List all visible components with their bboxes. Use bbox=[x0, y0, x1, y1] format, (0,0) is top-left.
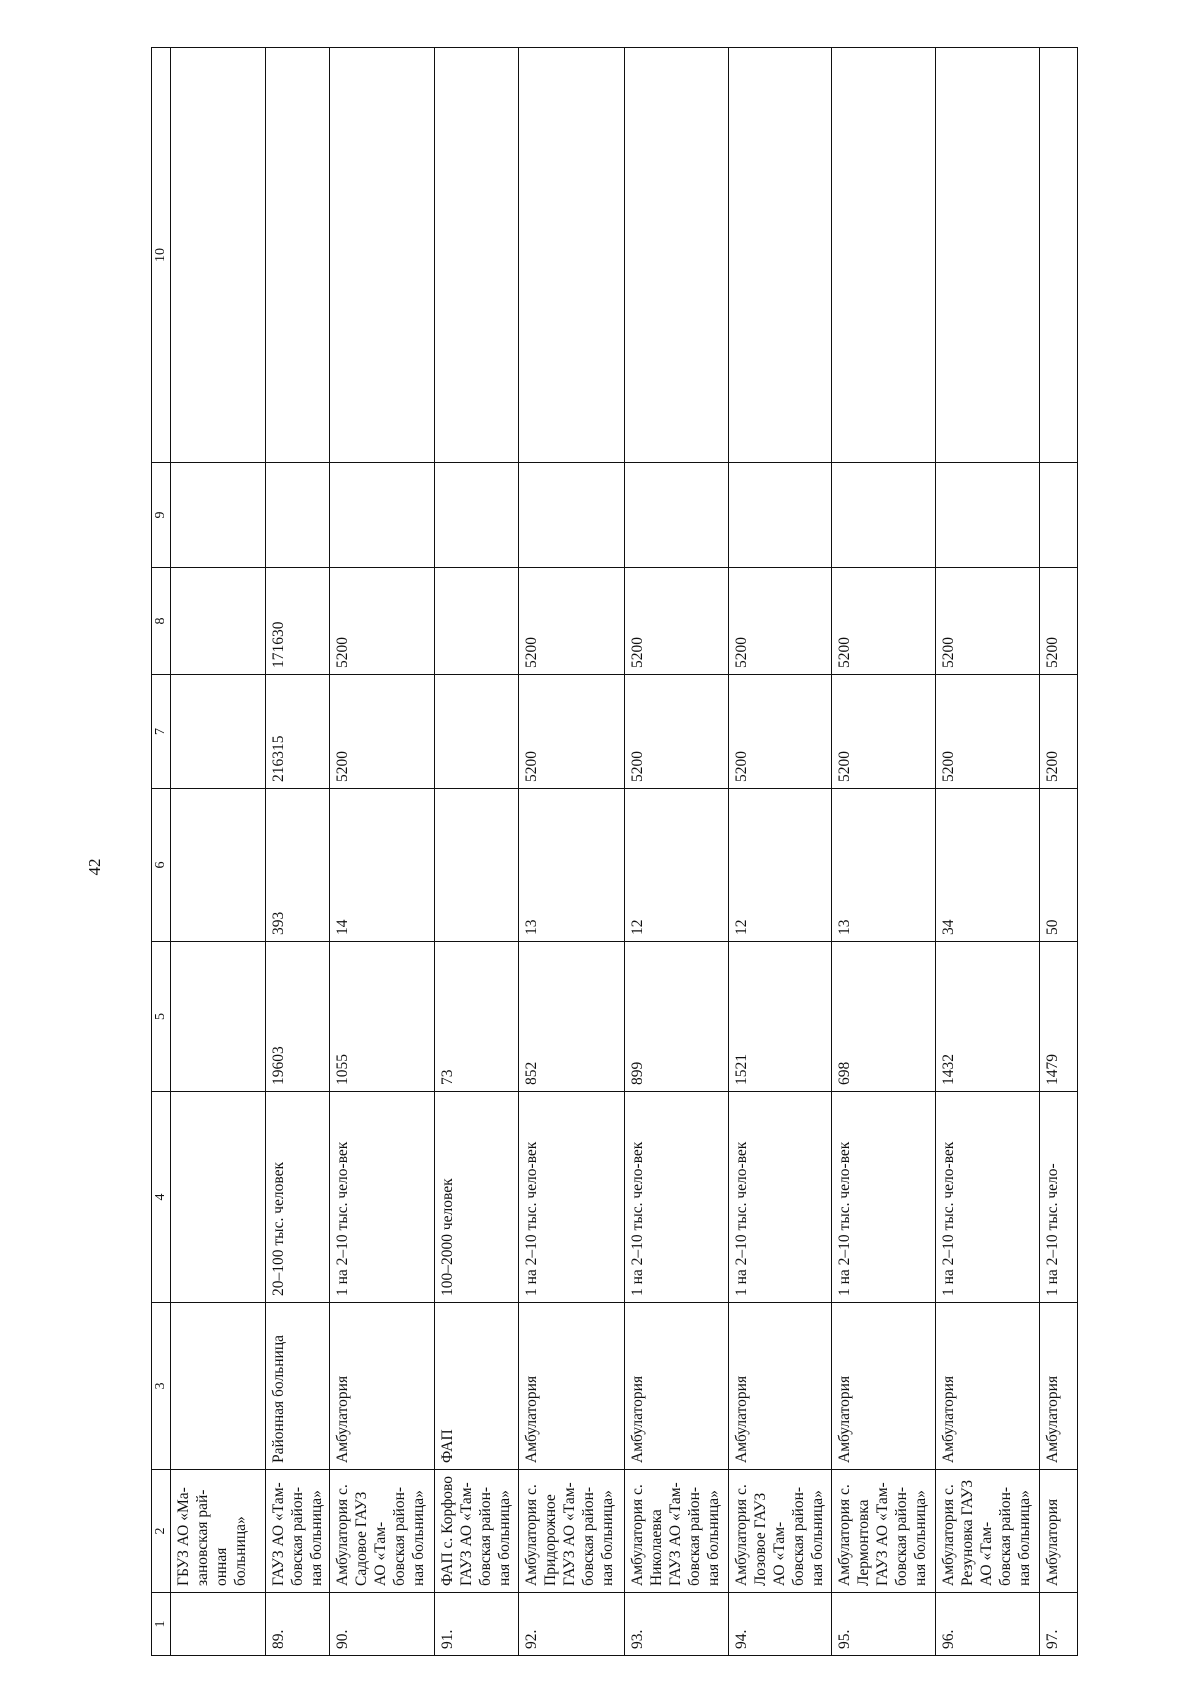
table-row bbox=[729, 48, 832, 1656]
row-number-cell bbox=[171, 1593, 266, 1656]
col-7-cell: 5200 bbox=[330, 675, 435, 789]
col-9-cell bbox=[1040, 463, 1078, 568]
table-row bbox=[330, 48, 435, 1656]
column-header-6: 6 bbox=[152, 789, 171, 942]
col-10-cell bbox=[330, 48, 435, 463]
column-header-5: 5 bbox=[152, 942, 171, 1092]
column-header-1: 1 bbox=[152, 1593, 171, 1656]
page-number: 42 bbox=[85, 858, 104, 876]
facility-name-cell: Амбулатория с. Лермонтовка ГАУЗ АО «Там-бовская район-ная больница» bbox=[832, 1470, 936, 1593]
col-10-cell bbox=[729, 48, 832, 463]
col-6-cell: 13 bbox=[519, 789, 625, 942]
service-norm-cell: 1 на 2–10 тыс. чело-век bbox=[330, 1092, 435, 1303]
col-10-cell bbox=[266, 48, 330, 463]
column-header-2: 2 bbox=[152, 1470, 171, 1593]
row-number-cell: 89. bbox=[266, 1593, 330, 1656]
col-6-cell bbox=[435, 789, 519, 942]
column-header-7: 7 bbox=[152, 675, 171, 789]
service-norm-cell: 100–2000 человек bbox=[435, 1092, 519, 1303]
population-cell: 899 bbox=[625, 942, 729, 1092]
col-7-cell: 216315 bbox=[266, 675, 330, 789]
row-number-cell: 92. bbox=[519, 1593, 625, 1656]
population-cell: 19603 bbox=[266, 942, 330, 1092]
table-row bbox=[625, 48, 729, 1656]
service-norm-cell: 1 на 2–10 тыс. чело-век bbox=[729, 1092, 832, 1303]
col-6-cell: 50 bbox=[1040, 789, 1078, 942]
col-8-cell: 5200 bbox=[832, 568, 936, 675]
population-cell: 1432 bbox=[936, 942, 1040, 1092]
col-8-cell bbox=[435, 568, 519, 675]
col-9-cell bbox=[625, 463, 729, 568]
col-8-cell: 5200 bbox=[625, 568, 729, 675]
col-10-cell bbox=[936, 48, 1040, 463]
col-10-cell bbox=[435, 48, 519, 463]
population-cell: 1521 bbox=[729, 942, 832, 1092]
col-6-cell: 393 bbox=[266, 789, 330, 942]
facility-type-cell: Районная больница bbox=[266, 1303, 330, 1470]
col-7-cell: 5200 bbox=[625, 675, 729, 789]
column-header-4: 4 bbox=[152, 1092, 171, 1303]
col-6-cell: 13 bbox=[832, 789, 936, 942]
facility-name-cell: Амбулатория с. Придорожное ГАУЗ АО «Там-бовская район-ная больница» bbox=[519, 1470, 625, 1593]
col-6-cell: 12 bbox=[729, 789, 832, 942]
col-7-cell: 5200 bbox=[832, 675, 936, 789]
population-cell bbox=[171, 942, 266, 1092]
row-number-cell: 93. bbox=[625, 1593, 729, 1656]
row-number-cell: 91. bbox=[435, 1593, 519, 1656]
facility-name-cell: Амбулатория с. Резуновка ГАУЗ АО «Там-бовская район-ная больница» bbox=[936, 1470, 1040, 1593]
facility-type-cell: Амбулатория bbox=[729, 1303, 832, 1470]
col-10-cell bbox=[171, 48, 266, 463]
col-8-cell: 5200 bbox=[1040, 568, 1078, 675]
population-cell: 1055 bbox=[330, 942, 435, 1092]
table-row bbox=[171, 48, 266, 1656]
table-row bbox=[519, 48, 625, 1656]
col-7-cell: 5200 bbox=[1040, 675, 1078, 789]
col-8-cell: 5200 bbox=[330, 568, 435, 675]
facility-type-cell bbox=[171, 1303, 266, 1470]
facility-name-cell: Амбулатория с. Николаевка ГАУЗ АО «Там-бовская район-ная больница» bbox=[625, 1470, 729, 1593]
col-7-cell: 5200 bbox=[519, 675, 625, 789]
population-cell: 73 bbox=[435, 942, 519, 1092]
row-number-cell: 96. bbox=[936, 1593, 1040, 1656]
service-norm-cell: 1 на 2–10 тыс. чело-век bbox=[519, 1092, 625, 1303]
col-9-cell bbox=[832, 463, 936, 568]
facility-name-cell: ГАУЗ АО «Там-бовская район-ная больница» bbox=[266, 1470, 330, 1593]
table-row bbox=[435, 48, 519, 1656]
col-6-cell bbox=[171, 789, 266, 942]
rotated-table-wrapper bbox=[151, 48, 1128, 1656]
col-10-cell bbox=[1040, 48, 1078, 463]
facility-name-cell: Амбулатория bbox=[1040, 1470, 1078, 1593]
service-norm-cell bbox=[171, 1092, 266, 1303]
col-8-cell: 5200 bbox=[519, 568, 625, 675]
table-frame bbox=[151, 48, 1128, 1656]
header-row bbox=[152, 48, 171, 1656]
column-header-8: 8 bbox=[152, 568, 171, 675]
service-norm-cell: 1 на 2–10 тыс. чело-век bbox=[625, 1092, 729, 1303]
population-cell: 698 bbox=[832, 942, 936, 1092]
service-norm-cell: 20–100 тыс. человек bbox=[266, 1092, 330, 1303]
column-header-3: 3 bbox=[152, 1303, 171, 1470]
population-cell: 1479 bbox=[1040, 942, 1078, 1092]
facility-name-cell: Амбулатория с. Лозовое ГАУЗ АО «Там-бовская район-ная больница» bbox=[729, 1470, 832, 1593]
col-9-cell bbox=[330, 463, 435, 568]
col-7-cell bbox=[435, 675, 519, 789]
service-norm-cell: 1 на 2–10 тыс. чело- bbox=[1040, 1092, 1078, 1303]
col-7-cell bbox=[171, 675, 266, 789]
col-6-cell: 12 bbox=[625, 789, 729, 942]
col-9-cell bbox=[171, 463, 266, 568]
col-8-cell: 171630 bbox=[266, 568, 330, 675]
col-6-cell: 14 bbox=[330, 789, 435, 942]
facility-type-cell: Амбулатория bbox=[625, 1303, 729, 1470]
column-header-9: 9 bbox=[152, 463, 171, 568]
facility-type-cell: Амбулатория bbox=[519, 1303, 625, 1470]
facility-type-cell: Амбулатория bbox=[936, 1303, 1040, 1470]
col-9-cell bbox=[519, 463, 625, 568]
row-number-cell: 94. bbox=[729, 1593, 832, 1656]
row-number-cell: 90. bbox=[330, 1593, 435, 1656]
col-10-cell bbox=[832, 48, 936, 463]
facility-type-cell: Амбулатория bbox=[330, 1303, 435, 1470]
service-norm-cell: 1 на 2–10 тыс. чело-век bbox=[936, 1092, 1040, 1303]
col-10-cell bbox=[625, 48, 729, 463]
facility-name-cell: ГБУЗ АО «Ма-зановская рай-онная больница» bbox=[171, 1470, 266, 1593]
row-number-cell: 95. bbox=[832, 1593, 936, 1656]
population-cell: 852 bbox=[519, 942, 625, 1092]
col-6-cell: 34 bbox=[936, 789, 1040, 942]
table-row bbox=[936, 48, 1040, 1656]
row-number-cell: 97. bbox=[1040, 1593, 1078, 1656]
col-9-cell bbox=[729, 463, 832, 568]
facility-name-cell: Амбулатория с. Садовое ГАУЗ АО «Там-бовская район-ная больница» bbox=[330, 1470, 435, 1593]
col-9-cell bbox=[266, 463, 330, 568]
col-10-cell bbox=[519, 48, 625, 463]
service-norm-cell: 1 на 2–10 тыс. чело-век bbox=[832, 1092, 936, 1303]
col-7-cell: 5200 bbox=[729, 675, 832, 789]
col-8-cell: 5200 bbox=[936, 568, 1040, 675]
table-row bbox=[1040, 48, 1078, 1656]
facility-type-cell: Амбулатория bbox=[832, 1303, 936, 1470]
facility-name-cell: ФАП с. Корфово ГАУЗ АО «Там-бовская район-ная больница» bbox=[435, 1470, 519, 1593]
facilities-table bbox=[151, 47, 1078, 1656]
col-8-cell: 5200 bbox=[729, 568, 832, 675]
facility-type-cell: ФАП bbox=[435, 1303, 519, 1470]
facility-type-cell: Амбулатория bbox=[1040, 1303, 1078, 1470]
col-9-cell bbox=[435, 463, 519, 568]
table-row bbox=[266, 48, 330, 1656]
column-header-10: 10 bbox=[152, 48, 171, 463]
col-7-cell: 5200 bbox=[936, 675, 1040, 789]
col-9-cell bbox=[936, 463, 1040, 568]
col-8-cell bbox=[171, 568, 266, 675]
table-row bbox=[832, 48, 936, 1656]
